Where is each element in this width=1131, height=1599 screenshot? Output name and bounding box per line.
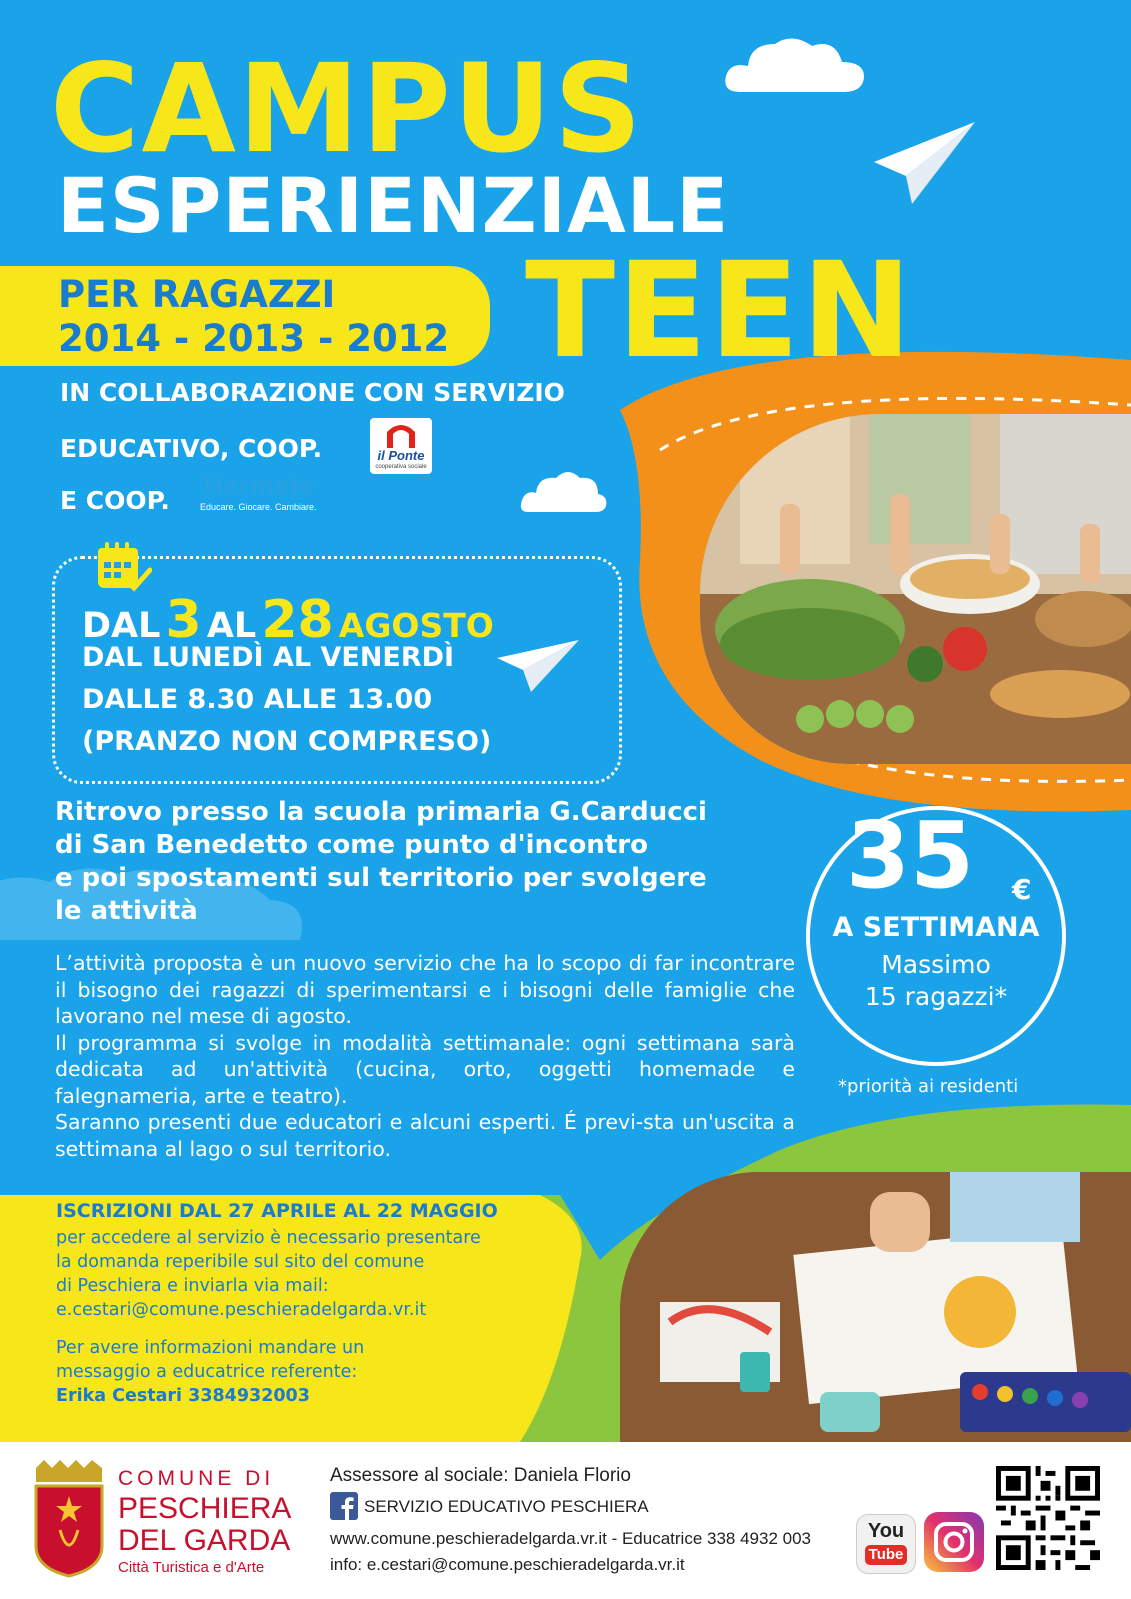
info-line-1: Per avere informazioni mandare un — [56, 1338, 365, 1358]
calendar-icon — [96, 540, 152, 592]
footer-info-email[interactable]: info: e.cestari@comune.peschieradelgarda.vr.it — [330, 1555, 685, 1574]
registration-email[interactable]: e.cestari@comune.peschieradelgarda.vr.it — [56, 1300, 427, 1320]
logo-il-ponte-name: il Ponte — [377, 448, 425, 463]
footer-tagline: Città Turistica e d'Arte — [118, 1559, 265, 1576]
registration-heading: ISCRIZIONI DAL 27 APRILE AL 22 MAGGIO — [56, 1200, 498, 1222]
footer-comune-di: COMUNE DI — [118, 1467, 275, 1490]
audience-years: 2014 - 2013 - 2012 — [58, 317, 450, 360]
instagram-icon[interactable] — [924, 1512, 984, 1572]
price-note: *priorità ai residenti — [838, 1076, 1019, 1097]
date-al: AL — [206, 606, 257, 646]
meeting-line-3: e poi spostamenti sul territorio per svolgere — [55, 863, 707, 893]
coat-of-arms — [30, 1460, 108, 1578]
footer-assessore: Assessore al sociale: Daniela Florio — [330, 1465, 631, 1486]
date-start: 3 — [165, 590, 202, 650]
description-p2: Il programma si svolge in modalità settimanale: ogni settimana sarà dedicata ad un'attività (cucina, orto, oggetti homemade e falegnameria, arte e teatro). — [55, 1030, 795, 1108]
logo-hermete — [200, 470, 330, 518]
photo-painting — [620, 1172, 1131, 1442]
description-p1: L’attività proposta è un nuovo servizio che ha lo scopo di far incontrare il bisogno dei ragazzi di sperimentarsi e i bisogni delle famiglie che lavorano nel mese di agosto. — [55, 951, 795, 1028]
price-max-2: 15 ragazzi* — [864, 982, 1008, 1011]
schedule-note: (PRANZO NON COMPRESO) — [82, 726, 492, 757]
title-teen: TEEN — [525, 234, 914, 388]
collab-line-2: EDUCATIVO, COOP. — [60, 434, 323, 463]
registration-line-3: di Peschiera e inviarla via mail: — [56, 1276, 329, 1296]
info-contact: Erika Cestari 3384932003 — [56, 1386, 310, 1406]
youtube-text-top: You — [867, 1520, 905, 1542]
price-max-1: Massimo — [881, 950, 991, 979]
footer-town-1: PESCHIERA — [118, 1492, 292, 1525]
meeting-line-4: le attività — [55, 896, 198, 926]
logo-hermete-sub: Educare. Giocare. Cambiare. — [200, 502, 317, 512]
collab-line-3: E COOP. — [60, 486, 170, 515]
schedule-hours: DALLE 8.30 ALLE 13.00 — [82, 684, 433, 715]
logo-il-ponte — [370, 418, 432, 474]
footer-facebook-page[interactable]: SERVIZIO EDUCATIVO PESCHIERA — [364, 1497, 649, 1516]
bridge-icon — [385, 422, 417, 448]
title-esperienziale: ESPERIENZIALE — [57, 161, 730, 250]
youtube-icon[interactable] — [856, 1514, 916, 1574]
price-period: A SETTIMANA — [832, 912, 1040, 943]
logo-il-ponte-sub: cooperativa sociale — [375, 464, 427, 470]
logo-hermete-name: Hermete — [204, 470, 316, 500]
price-amount: 35 — [846, 802, 975, 909]
title-campus: CAMPUS — [50, 38, 644, 180]
collab-line-1: IN COLLABORAZIONE CON SERVIZIO — [60, 378, 565, 407]
registration-line-2: la domanda reperibile sul sito del comune — [56, 1252, 425, 1272]
footer-town-2: DEL GARDA — [118, 1524, 291, 1557]
facebook-icon[interactable] — [330, 1492, 358, 1520]
audience-label: PER RAGAZZI — [58, 273, 336, 316]
meeting-line-2: di San Benedetto come punto d'incontro — [55, 830, 648, 860]
description — [55, 950, 795, 1162]
date-end: 28 — [261, 590, 334, 650]
description-p3: Saranno presenti due educatori e alcuni esperti. É previ-sta un'uscita a settimana al lago o sul territorio. — [55, 1110, 795, 1161]
date-range — [82, 590, 494, 650]
meeting-line-1: Ritrovo presso la scuola primaria G.Carducci — [55, 797, 707, 827]
qr-code[interactable] — [996, 1466, 1100, 1570]
schedule-days: DAL LUNEDÌ AL VENERDÌ — [82, 642, 455, 673]
price-currency: € — [1012, 873, 1032, 906]
date-dal: DAL — [82, 606, 161, 646]
youtube-text-bottom: Tube — [865, 1545, 907, 1565]
registration-line-1: per accedere al servizio è necessario presentare — [56, 1228, 481, 1248]
info-line-2: messaggio a educatrice referente: — [56, 1362, 358, 1382]
footer-web[interactable]: www.comune.peschieradelgarda.vr.it - Educatrice 338 4932 003 — [330, 1529, 812, 1548]
date-month: AGOSTO — [338, 606, 494, 645]
